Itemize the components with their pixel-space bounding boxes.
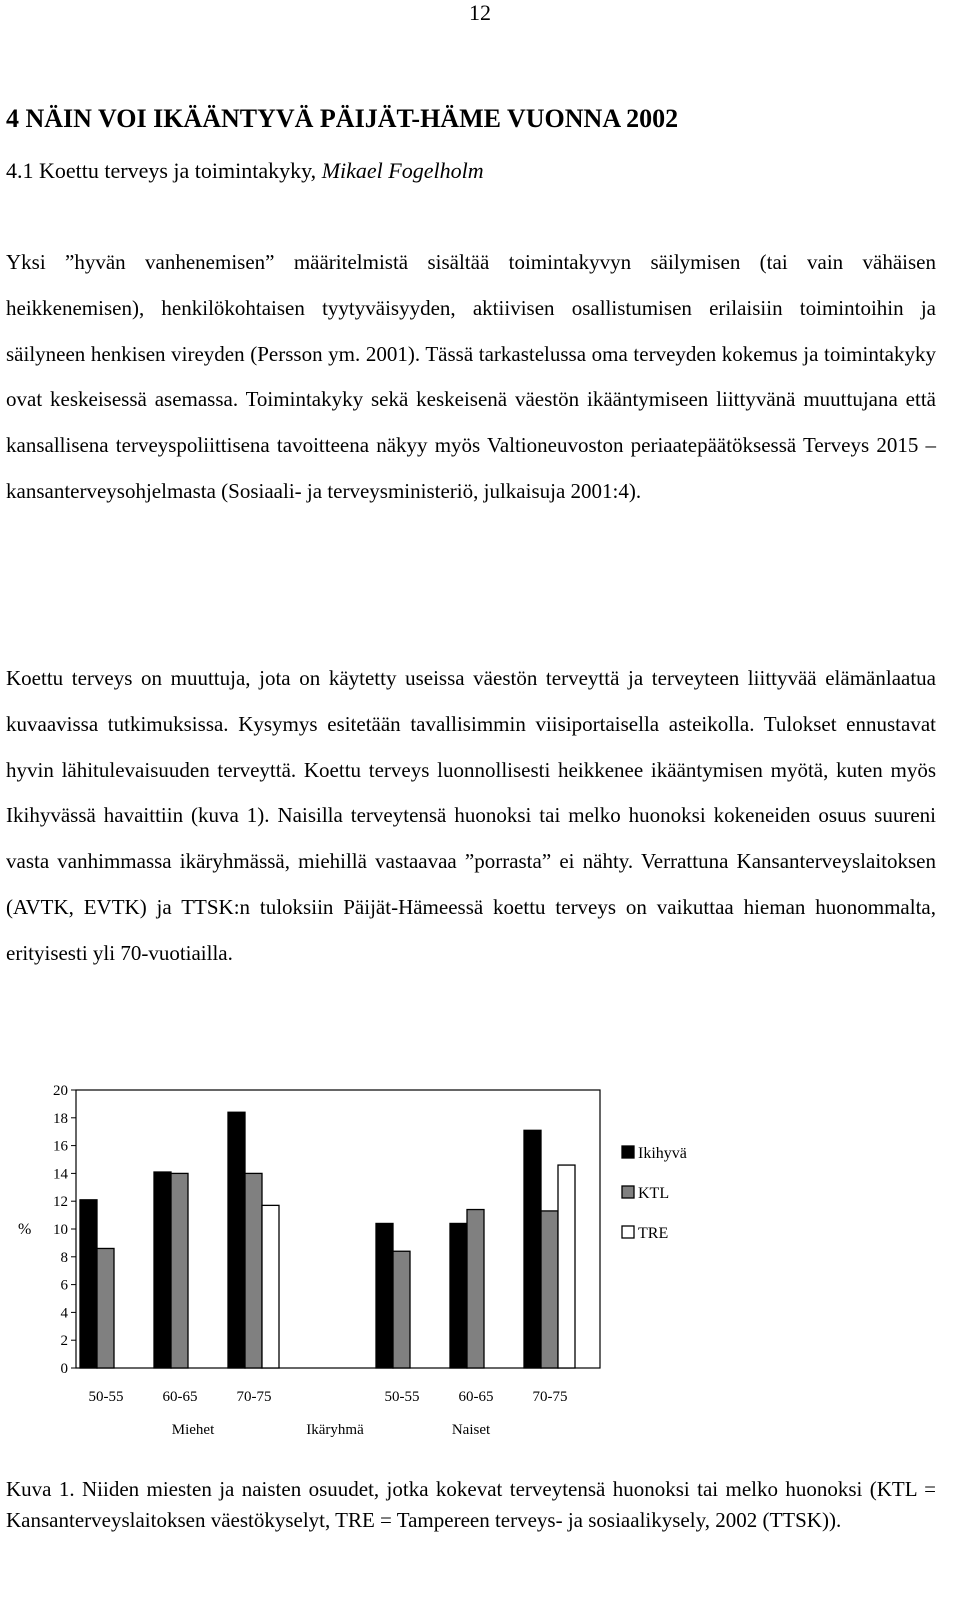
y-tick-label: 6 <box>60 1277 68 1294</box>
legend-swatch-ikihyvä <box>622 1146 634 1158</box>
x-tick-label: 50-55 <box>88 1389 124 1405</box>
y-axis-label: % <box>18 1221 32 1238</box>
section-title <box>6 158 484 184</box>
bar-ktl <box>245 1173 262 1368</box>
x-tick-label: 50-55 <box>384 1389 420 1405</box>
y-tick-label: 4 <box>60 1305 68 1322</box>
body-paragraph-2: Koettu terveys on muuttuja, jota on käytetty useissa väestön terveyttä ja terveyteen liittyvää elämänlaatua kuvaavissa tutkimuksissa. Kysymys esitetään tavallisimmin viisiportaisella asteikolla. Tulokset ennustavat hyvin lähitulevaisuuden terveyttä. Koettu terveys luonnollisesti heikkenee ikääntymisen myötä, kuten myös Ikihyvässä havaittiin (kuva 1). Naisilla terveytensä huonoksi tai melko huonoksi kokeneiden osuus suureni vasta vanhimmassa ikäryhmässä, miehillä vastaavaa ”porrasta” ei nähty. Verrattuna Kansanterveyslaitoksen (AVTK, EVTK) ja TTSK:n tuloksiin Päijät-Hämeessä koettu terveys on vaikuttaa hieman huonommalta, erityisesti yli 70-vuotiailla. <box>6 666 936 965</box>
bar-ktl <box>171 1173 188 1368</box>
bar-ikihyvä <box>450 1223 467 1368</box>
x-tick-label: 60-65 <box>162 1389 198 1405</box>
bar-ktl <box>393 1251 410 1368</box>
y-tick-label: 12 <box>53 1194 68 1211</box>
section-title-text: 4.1 Koettu terveys ja toimintakyky, <box>6 158 322 183</box>
legend-swatch-ktl <box>622 1186 634 1198</box>
y-tick-label: 10 <box>53 1222 68 1238</box>
section-author: Mikael Fogelholm <box>321 158 484 183</box>
legend-label-tre: TRE <box>638 1225 669 1242</box>
bar-ikihyvä <box>154 1172 171 1368</box>
page-number: 12 <box>469 0 491 25</box>
bar-ikihyvä <box>376 1223 393 1368</box>
bar-chart <box>0 1070 960 1470</box>
figure-caption: Kuva 1. Niiden miesten ja naisten osuudet, jotka kokevat terveytensä huonoksi tai melko huonoksi (KTL = Kansanterveyslaitoksen väestökyselyt, TRE = Tampereen terveys- ja sosiaalikysely, 2002 (TTSK)). <box>6 1477 936 1532</box>
y-tick-label: 18 <box>53 1110 68 1127</box>
y-tick-label: 0 <box>60 1361 68 1377</box>
x-axis-label: Ikäryhmä <box>306 1422 364 1438</box>
y-tick-label: 16 <box>53 1138 68 1155</box>
bar-ikihyvä <box>228 1112 245 1368</box>
bar-ikihyvä <box>80 1200 97 1368</box>
group-label-naiset: Naiset <box>451 1422 491 1438</box>
legend-swatch-tre <box>622 1226 634 1238</box>
body-paragraph-1: Yksi ”hyvän vanhenemisen” määritelmistä sisältää toimintakyvyn säilymisen (tai vain vähäisen heikkenemisen), henkilökohtaisen tyytyväisyyden, aktiivisen osallistumisen erilaisiin toimintoihin ja säilyneen henkisen vireyden (Persson ym. 2001). Tässä tarkastelussa oma terveyden kokemus ja toimintakyky ovat keskeisessä asemassa. Toimintakyky sekä keskeisenä väestön ikääntymiseen liittyvänä muuttujana että kansallisena terveyspoliittisena tavoitteena näkyy myös Valtioneuvoston periaatepäätöksessä Terveys 2015 –kansanterveysohjelmasta (Sosiaali- ja terveysministeriö, julkaisuja 2001:4). <box>6 250 936 503</box>
y-tick-label: 14 <box>53 1166 68 1183</box>
y-tick-label: 20 <box>53 1083 68 1099</box>
bar-ktl <box>97 1248 114 1368</box>
y-tick-label: 8 <box>60 1249 68 1266</box>
x-tick-label: 70-75 <box>236 1389 272 1405</box>
legend-label-ktl: KTL <box>638 1185 670 1202</box>
x-tick-label: 70-75 <box>532 1389 568 1405</box>
group-label-miehet: Miehet <box>171 1422 215 1438</box>
y-tick-label: 2 <box>60 1333 68 1350</box>
bar-ktl <box>541 1211 558 1368</box>
legend-label-ikihyvä: Ikihyvä <box>638 1145 687 1162</box>
x-tick-label: 60-65 <box>458 1389 494 1405</box>
bar-tre <box>558 1165 575 1368</box>
chapter-title: 4 NÄIN VOI IKÄÄNTYVÄ PÄIJÄT-HÄME VUONNA 2002 <box>6 104 679 133</box>
bar-tre <box>262 1205 279 1368</box>
bar-ktl <box>467 1210 484 1368</box>
bar-ikihyvä <box>524 1130 541 1368</box>
